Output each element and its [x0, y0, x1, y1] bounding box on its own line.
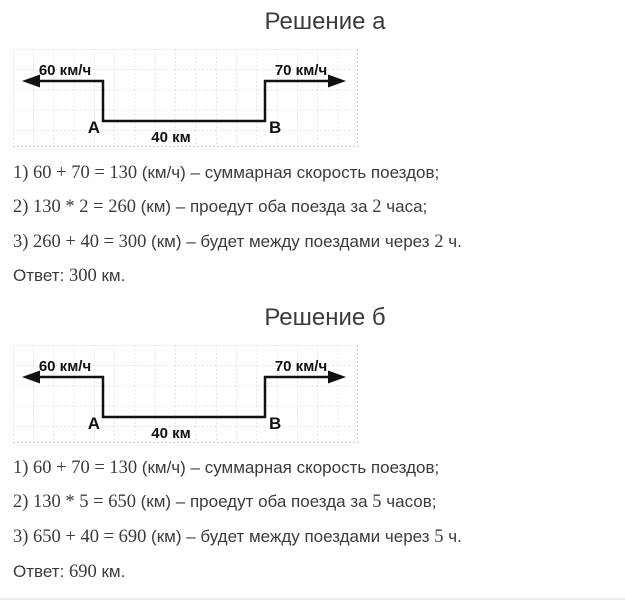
step-math: 1) 60 + 70 = 130: [13, 163, 142, 183]
step-text: (км) – проедут оба поезда за: [140, 197, 373, 216]
point-a-label: A: [87, 118, 100, 137]
step-math: 5: [434, 527, 444, 547]
solution-b-diagram: [13, 345, 358, 444]
step-text: (км) – будет между поездами через: [151, 527, 435, 546]
answer-math: 300: [68, 266, 97, 286]
point-a-label: A: [87, 414, 100, 433]
step-text: (км/ч) – суммарная скорость поездов;: [141, 163, 440, 182]
step-math: 5: [372, 492, 382, 512]
step-text: ч.: [443, 527, 462, 546]
step-math: 2: [372, 197, 382, 217]
solution-a-title: Решение а: [264, 8, 386, 35]
answer-line: [0, 560, 625, 583]
step-math: 1) 60 + 70 = 130: [13, 458, 142, 478]
step-line-1: [0, 161, 625, 184]
answer-math: 690: [68, 562, 97, 582]
step-line-2: [0, 195, 625, 218]
step-math: 2: [434, 232, 444, 252]
step-text: часов;: [381, 492, 437, 511]
step-text: ч.: [443, 232, 462, 251]
step-line-3: [0, 525, 625, 548]
answer-text: Ответ:: [13, 266, 69, 285]
step-text: (км) – будет между поездами через: [151, 232, 435, 251]
solution-a-diagram: [13, 49, 358, 148]
right-speed-label: 70 км/ч: [274, 62, 328, 79]
solution-b-section: [0, 287, 625, 583]
left-speed-label: 60 км/ч: [38, 358, 92, 375]
step-math: 2) 130 * 5 = 650: [13, 492, 141, 512]
step-math: 3) 650 + 40 = 690: [13, 527, 152, 547]
answer-text: км.: [96, 562, 126, 581]
distance-label: 40 км: [151, 129, 191, 146]
point-b-label: B: [269, 414, 282, 433]
solution-b-title: Решение б: [264, 304, 386, 331]
distance-label: 40 км: [151, 425, 191, 442]
right-speed-label: 70 км/ч: [274, 358, 328, 375]
solution-a-steps: [0, 161, 625, 287]
step-text: часа;: [381, 197, 428, 216]
step-line-3: [0, 230, 625, 253]
left-speed-label: 60 км/ч: [38, 62, 92, 79]
point-b-label: B: [269, 118, 282, 137]
step-line-1: [0, 456, 625, 479]
solution-b-steps: [0, 456, 625, 583]
answer-text: км.: [96, 266, 126, 285]
solution-a-section: [0, 0, 625, 287]
step-math: 2) 130 * 2 = 260: [13, 197, 141, 217]
step-line-2: [0, 490, 625, 513]
step-text: (км) – проедут оба поезда за: [140, 492, 373, 511]
answer-line: [0, 264, 625, 287]
step-math: 3) 260 + 40 = 300: [13, 232, 152, 252]
answer-text: Ответ:: [13, 562, 69, 581]
step-text: (км/ч) – суммарная скорость поездов;: [141, 458, 440, 477]
